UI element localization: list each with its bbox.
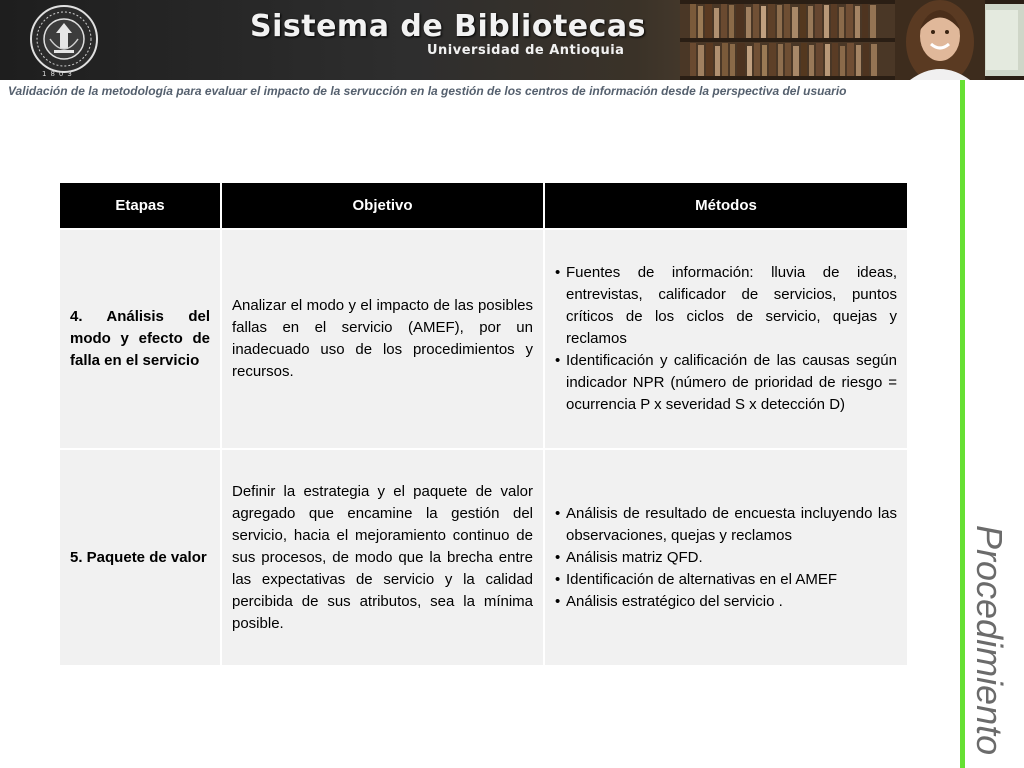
section-label: Procedimiento <box>969 525 1010 756</box>
etapa-cell: 4. Análisis del modo y efecto de falla en el servicio <box>60 229 221 449</box>
metodos-cell <box>544 449 907 665</box>
bullet-icon: • <box>555 548 561 566</box>
list-item <box>555 547 897 569</box>
bullet-icon: • <box>555 592 561 610</box>
metodos-cell <box>544 229 907 449</box>
list-item <box>555 262 897 350</box>
bullet-icon: • <box>555 570 561 588</box>
objetivo-cell: Analizar el modo y el impacto de las posibles fallas en el servicio (AMEF), por un inadecuado uso de los procedimientos y recursos. <box>221 229 544 449</box>
metodos-list <box>555 503 897 613</box>
table-row <box>60 229 907 449</box>
bullet-icon: • <box>555 264 561 281</box>
site-title: Sistema de Bibliotecas <box>250 9 647 44</box>
table-row <box>60 449 907 665</box>
metodos-list <box>555 262 897 416</box>
list-item-text: Identificación y calificación de las causas según indicador NPR (número de prioridad de riesgo = ocurrencia P x severidad S x detección D) <box>566 352 897 413</box>
bullet-icon: • <box>555 504 561 522</box>
site-subtitle: Universidad de Antioquia <box>427 43 625 58</box>
header-etapas: Etapas <box>60 183 221 229</box>
header-banner <box>0 0 1024 80</box>
seal-year: 1803 <box>42 70 76 78</box>
page-subtitle: Validación de la metodología para evaluar el impacto de la servucción en la gestión de los centros de información desde la perspectiva del usuario <box>8 84 847 98</box>
list-item-text: Análisis estratégico del servicio . <box>566 592 783 610</box>
bullet-icon: • <box>555 352 561 369</box>
list-item-text: Análisis matriz QFD. <box>566 548 703 566</box>
list-item <box>555 350 897 416</box>
list-item <box>555 503 897 547</box>
methodology-table <box>60 183 907 665</box>
list-item <box>555 569 897 591</box>
objetivo-cell: Definir la estrategia y el paquete de valor agregado que encamine la gestión del servicio, hacia el mejoramiento continuo de sus procesos, de modo que la brecha entre las expectativas de servicio y la calidad percibida de sus atributos, sea la mínima posible. <box>221 449 544 665</box>
header-metodos: Métodos <box>544 183 907 229</box>
header-objetivo: Objetivo <box>221 183 544 229</box>
etapa-cell: 5. Paquete de valor <box>60 449 221 665</box>
table-header-row <box>60 183 907 229</box>
list-item-text: Análisis de resultado de encuesta incluyendo las observaciones, quejas y reclamos <box>566 504 897 544</box>
list-item <box>555 591 897 613</box>
accent-divider <box>960 80 965 768</box>
list-item-text: Fuentes de información: lluvia de ideas, entrevistas, calificador de servicios, puntos críticos de los ciclos de servicio, quejas y reclamos <box>566 264 897 347</box>
list-item-text: Identificación de alternativas en el AMEF <box>566 570 837 588</box>
university-seal-icon <box>28 3 100 75</box>
student-photo <box>895 0 985 80</box>
